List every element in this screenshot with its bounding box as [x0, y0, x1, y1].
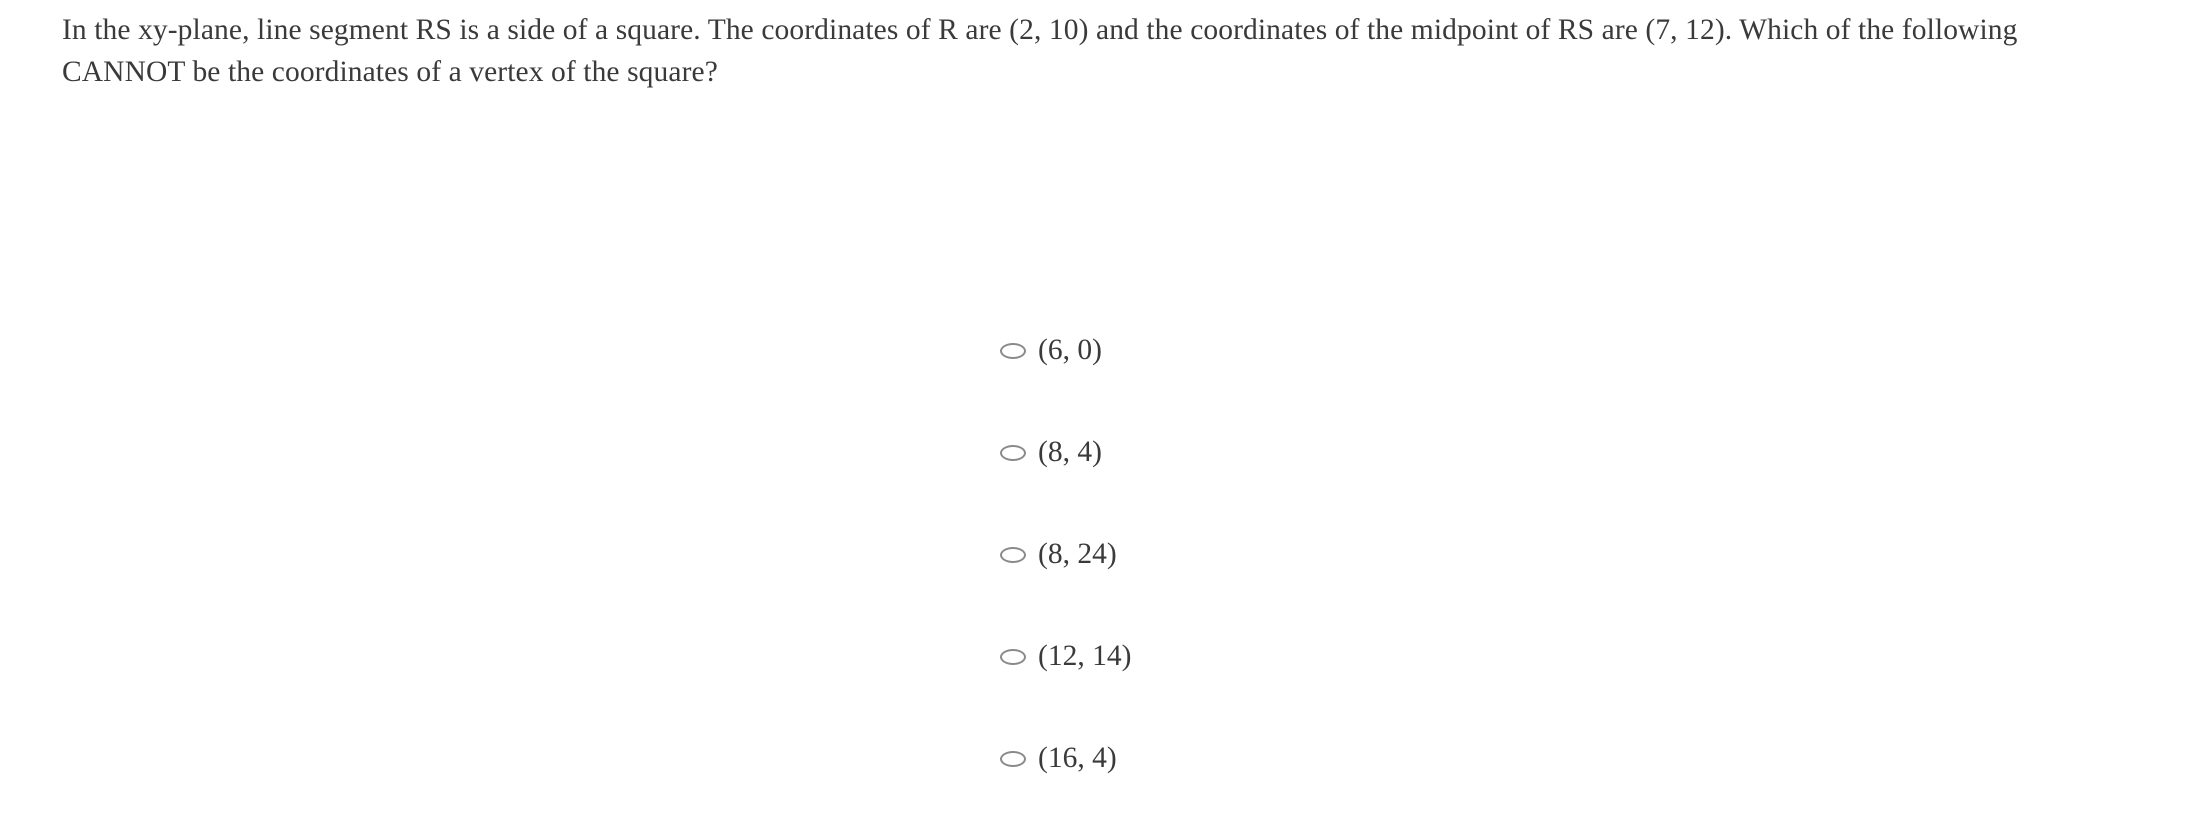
answer-choice-option[interactable] — [1000, 708, 1700, 810]
answer-choice-option[interactable] — [1000, 300, 1700, 402]
answer-choice-option[interactable] — [1000, 402, 1700, 504]
answer-choices-list — [1000, 300, 1700, 810]
answer-choice-label: (6, 0) — [1038, 334, 1102, 367]
radio-button-icon[interactable] — [1000, 547, 1026, 563]
radio-button-icon[interactable] — [1000, 751, 1026, 767]
answer-choice-label: (8, 4) — [1038, 436, 1102, 469]
radio-button-icon[interactable] — [1000, 343, 1026, 359]
answer-choice-option[interactable] — [1000, 504, 1700, 606]
answer-choice-label: (12, 14) — [1038, 640, 1132, 673]
radio-button-icon[interactable] — [1000, 649, 1026, 665]
answer-choice-label: (8, 24) — [1038, 538, 1117, 571]
question-text: In the xy-plane, line segment RS is a side of a square. The coordinates of R are (2, 10) and the coordinates of the midpoint of RS are (7, 12). Which of the following CANNOT be the coordinates of a vertex of the square? — [62, 14, 2018, 88]
answer-choice-option[interactable] — [1000, 606, 1700, 708]
answer-choice-label: (16, 4) — [1038, 742, 1117, 775]
radio-button-icon[interactable] — [1000, 445, 1026, 461]
